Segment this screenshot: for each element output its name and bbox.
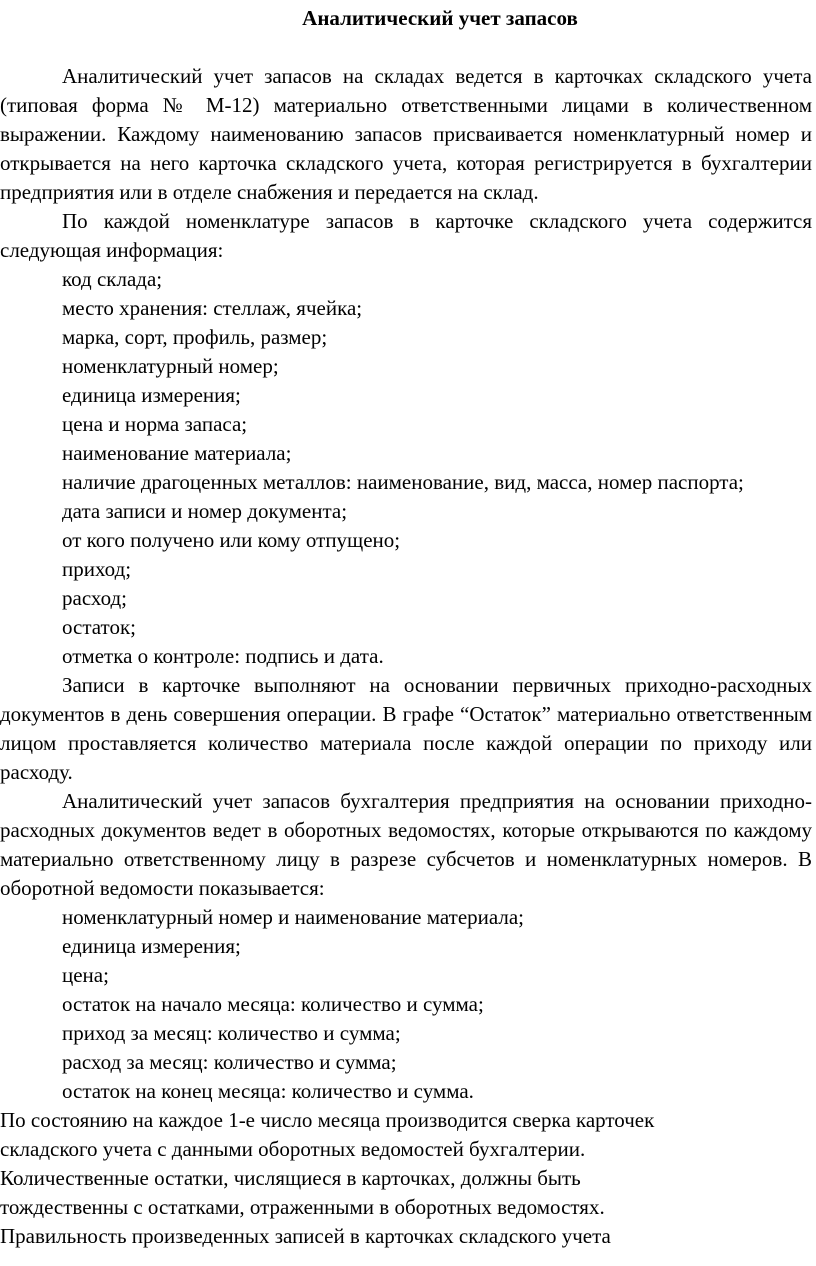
list-item: наименование материала; (62, 441, 292, 465)
list-item: остаток на начало месяца: количество и сумма; (62, 992, 484, 1016)
list-item: расход за месяц: количество и сумма; (62, 1050, 397, 1074)
text-line: Правильность произведенных записей в карточках складского учета (0, 1224, 611, 1248)
text-line: тождественны с остатками, отраженными в оборотных ведомостях. (0, 1195, 605, 1219)
list-item: код склада; (62, 267, 163, 291)
text-line: складского учета с данными оборотных ведомостей бухгалтерии. (0, 1137, 586, 1161)
list-item: от кого получено или кому отпущено; (62, 528, 401, 552)
list-item: отметка о контроле: подпись и дата. (62, 644, 384, 668)
list-item: цена; (62, 963, 109, 987)
document-title: Аналитический учет запасов (302, 6, 578, 30)
paragraph-turnover-sheets: Аналитический учет запасов бухгалтерия предприятия на основании приходно-расходных документов ведет в оборотных ведомостях, которые открываются по каждому материально ответственному лицу в разрезе субсчетов и номенклатурных номеров. В оборотной ведомости показывается: (0, 789, 812, 900)
list-item: приход за месяц: количество и сумма; (62, 1021, 401, 1045)
list-item: номенклатурный номер и наименование материала; (62, 905, 525, 929)
document-body (0, 62, 812, 1251)
paragraph-card-info: По каждой номенклатуре запасов в карточке складского учета содержится следующая информация: (0, 209, 812, 262)
list-item: номенклатурный номер; (62, 354, 279, 378)
list-item: единица измерения; (62, 383, 241, 407)
list-item: остаток; (62, 615, 136, 639)
text-line: Количественные остатки, числящиеся в карточках, должны быть (0, 1166, 581, 1190)
list-item: место хранения: стеллаж, ячейка; (62, 296, 363, 320)
list-item: цена и норма запаса; (62, 412, 248, 436)
list-item: приход; (62, 557, 132, 581)
text-line: По состоянию на каждое 1-е число месяца производится сверка карточек (0, 1108, 655, 1132)
list-item: наличие драгоценных металлов: наименование, вид, масса, номер паспорта; (62, 470, 744, 494)
list-item: марка, сорт, профиль, размер; (62, 325, 328, 349)
list-item: единица измерения; (62, 934, 241, 958)
list-item: расход; (62, 586, 127, 610)
paragraph-records: Записи в карточке выполняют на основании первичных приходно-расходных документов в день совершения операции. В графе “Остаток” материально ответственным лицом проставляется количество материала после каждой операции по приходу или расходу. (0, 673, 812, 784)
list-item: остаток на конец месяца: количество и сумма. (62, 1079, 474, 1103)
list-item: дата записи и номер документа; (62, 499, 348, 523)
paragraph-intro: Аналитический учет запасов на складах ведется в карточках складского учета (типовая форма № М-12) материально ответственными лицами в количественном выражении. Каждому наименованию запасов присваивается номенклатурный номер и открывается на него карточка складского учета, которая регистрируется в бухгалтерии предприятия или в отделе снабжения и передается на склад. (0, 64, 812, 204)
